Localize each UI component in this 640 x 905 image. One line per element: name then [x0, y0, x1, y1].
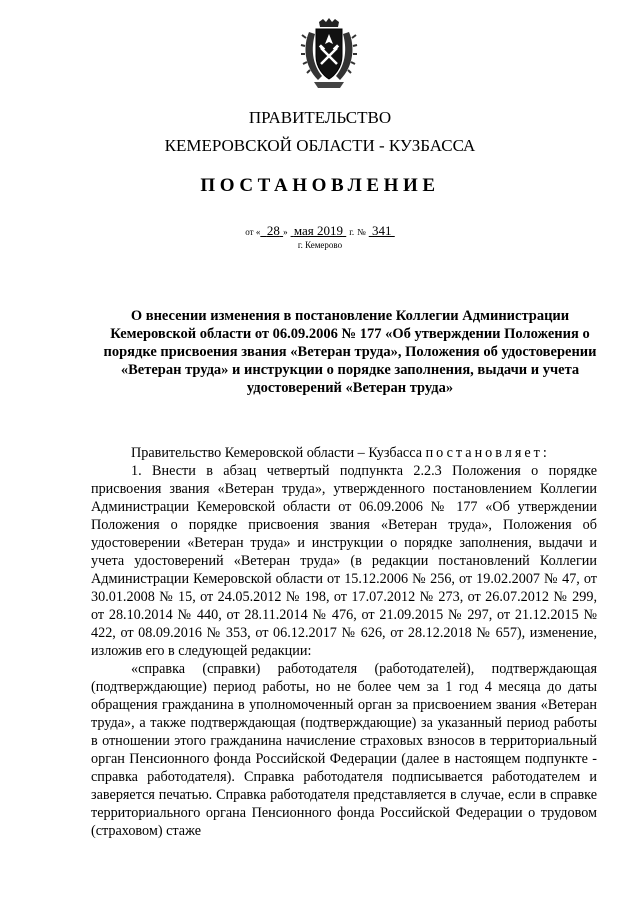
paragraph-2: «справка (справки) работодателя (работодателей), подтверждающая (подтверждающие) период работы, но не более чем за 1 год 4 месяца до даты обращения гражданина в уполномоченный орган за присвоением звания «Ветеран труда», а также подтверждающая (подтверждающие) за указанный период работы в отношении этого гражданина начисление страховых взносов в территориальный орган Пенсионного фонда Российской Федерации (далее в настоящем подпункте - справка работодателя). Справка работодателя подписывается работодателем и заверяется печатью. Справка работодателя представляется в случае, если в справке территориального органа Пенсионного фонда Российской Федерации о трудовом (страховом) стаже: [91, 661, 597, 839]
date-month-year-value: мая 2019: [293, 223, 343, 238]
number-prefix: №: [357, 227, 366, 237]
date-month-year: [291, 223, 347, 238]
intro-paragraph: [91, 444, 597, 462]
government-name-line2: КЕМЕРОВСКОЙ ОБЛАСТИ - КУЗБАССА: [164, 136, 476, 155]
document-number: [369, 223, 395, 238]
intro-keyword: постановляет:: [425, 445, 550, 461]
paragraph-1: 1. Внести в абзац четвертый подпункта 2.2.3 Положения о порядке присвоения звания «Ветеран труда», утвержденного постановлением Коллегии Администрации Кемеровской области от 06.09.2006 № 177 «Об утверждении Положения о порядке присвоения звания «Ветеран труда», Положения об удостоверении «Ветеран труда» и инструкции о порядке заполнения, выдачи и учета удостоверений «Ветеран труда» (в редакции постановлений Коллегии Администрации Кемеровской области от 15.12.2006 № 256, от 19.02.2007 № 47, от 30.01.2008 № 15, от 24.05.2012 № 198, от 17.07.2012 № 273, от 26.07.2012 № 299, от 28.10.2014 № 440, от 28.11.2014 № 476, от 21.09.2015 № 297, от 21.12.2015 № 422, от 08.09.2016 № 353, от 06.12.2017 № 626, от 28.12.2018 № 657), изменение, изложив его в следующей редакции:: [91, 463, 597, 659]
document-type-heading: ПОСТАНОВЛЕНИЕ: [200, 175, 440, 196]
resolution-body: [91, 444, 597, 840]
intro-text: Правительство Кемеровской области – Кузбасса: [131, 445, 423, 461]
document-number-value: 341: [372, 223, 392, 238]
coat-of-arms-emblem: [300, 18, 358, 90]
government-name-line1: ПРАВИТЕЛЬСТВО: [248, 108, 392, 127]
date-day-suffix: »: [283, 227, 288, 237]
date-day-value: 28: [266, 223, 280, 238]
year-suffix: г.: [349, 227, 355, 237]
document-date-number: [0, 224, 640, 239]
resolution-title: О внесении изменения в постановление Коллегии Администрации Кемеровской области от 06.09.2006 № 177 «Об утверждении Положения о порядке присвоения звания «Ветеран труда», Положения об удостоверении «Ветеран труда» и инструкции о порядке заполнения, выдачи и учета удостоверений «Ветеран труда»: [103, 308, 597, 396]
date-day: [260, 223, 283, 238]
date-prefix: от «: [245, 227, 261, 237]
city-name: г. Кемерово: [297, 240, 343, 250]
